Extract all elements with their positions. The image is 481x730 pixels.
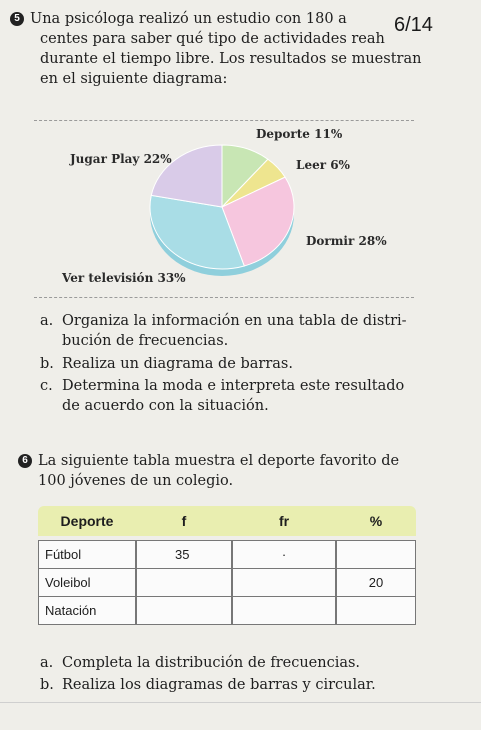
problem-6-badge: 6 <box>18 454 32 468</box>
header-deporte: Deporte <box>38 506 136 536</box>
problem-5-line-3: durante el tiempo libre. Los resultados se muestran <box>40 51 422 67</box>
item-text: Completa la distribución de frecuencias. <box>62 655 361 671</box>
cell <box>136 569 232 597</box>
cell: Natación <box>38 597 136 625</box>
footer-rule <box>0 702 481 703</box>
pie-chart-figure <box>34 120 414 298</box>
problem-6-item-b <box>40 676 460 696</box>
problem-5-line-1: Una psicóloga realizó un estudio con 180 a <box>30 11 347 27</box>
cell <box>232 569 336 597</box>
cell: Fútbol <box>38 540 136 569</box>
label-dormir: Dormir 28% <box>306 234 387 248</box>
cell: 20 <box>336 569 416 597</box>
item-key: b. <box>40 356 54 372</box>
label-leer: Leer 6% <box>296 158 350 172</box>
header-f: f <box>136 506 232 536</box>
item-key: b. <box>40 677 54 693</box>
cell <box>136 597 232 625</box>
problem-5-line-2: centes para saber qué tipo de actividades reah <box>40 31 385 47</box>
table-row <box>38 569 416 597</box>
item-key: a. <box>40 655 54 671</box>
cell <box>336 597 416 625</box>
item-text-cont: de acuerdo con la situación. <box>62 398 269 414</box>
cell <box>232 597 336 625</box>
item-text-cont: bución de frecuencias. <box>62 333 229 349</box>
frequency-table <box>38 506 416 625</box>
problem-5-item-b <box>40 355 440 375</box>
cell: 35 <box>136 540 232 569</box>
cell: · <box>232 540 336 569</box>
header-percent: % <box>336 506 416 536</box>
header-fr: fr <box>232 506 336 536</box>
problem-5-line-4: en el siguiente diagrama: <box>40 71 228 87</box>
item-text: Determina la moda e interpreta este resultado <box>62 378 405 394</box>
cell: Voleibol <box>38 569 136 597</box>
table-header-row <box>38 506 416 536</box>
label-jugar-play: Jugar Play 22% <box>70 152 172 166</box>
page-number: 6/14 <box>394 14 433 36</box>
label-deporte: Deporte 11% <box>256 127 343 141</box>
table-row <box>38 540 416 569</box>
problem-5-item-a <box>40 312 440 352</box>
problem-6-item-a <box>40 654 460 674</box>
problem-5-badge: 5 <box>10 12 24 26</box>
item-key: c. <box>40 378 53 394</box>
item-text: Realiza los diagramas de barras y circular. <box>62 677 376 693</box>
cell <box>336 540 416 569</box>
label-ver-television: Ver televisión 33% <box>62 271 186 285</box>
problem-6-line-2: 100 jóvenes de un colegio. <box>38 473 234 489</box>
table-row <box>38 597 416 625</box>
problem-6-line-1: La siguiente tabla muestra el deporte favorito de <box>38 453 400 469</box>
item-text: Organiza la información en una tabla de distri- <box>62 313 407 329</box>
item-text: Realiza un diagrama de barras. <box>62 356 293 372</box>
item-key: a. <box>40 313 54 329</box>
problem-5-item-c <box>40 377 440 417</box>
